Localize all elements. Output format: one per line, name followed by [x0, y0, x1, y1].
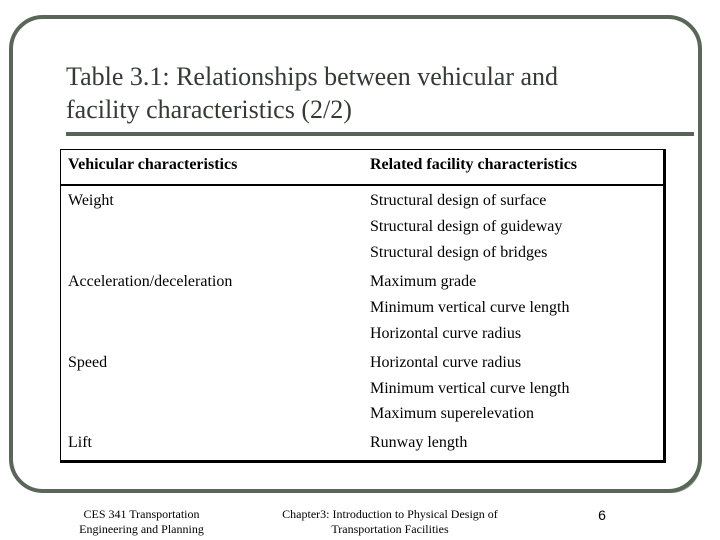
slide-title [66, 60, 666, 126]
footer-chapter-line-1: Chapter3: Introduction to Physical Design of [282, 507, 498, 521]
footer-course-line-1: CES 341 Transportation [83, 507, 200, 521]
footer-chapter [265, 507, 515, 537]
row-weight-vehicular: Weight [68, 192, 114, 209]
characteristics-table [60, 149, 666, 463]
footer-chapter-line-2: Transportation Facilities [331, 522, 449, 536]
table-header-row [61, 150, 663, 186]
row-accel-facility-1: Maximum grade [370, 273, 477, 290]
header-vehicular: Vehicular characteristics [68, 156, 238, 173]
footer-course [64, 507, 219, 537]
footer-course-line-2: Engineering and Planning [79, 522, 204, 536]
row-accel-facility-3: Horizontal curve radius [370, 325, 522, 342]
row-speed-facility-1: Horizontal curve radius [370, 354, 522, 371]
header-facility: Related facility characteristics [370, 156, 578, 173]
row-weight-facility-2: Structural design of guideway [370, 218, 563, 235]
row-weight-facility-3: Structural design of bridges [370, 244, 548, 261]
row-lift-vehicular: Lift [68, 434, 92, 451]
row-lift-facility-1: Runway length [370, 434, 468, 451]
row-speed-vehicular: Speed [68, 354, 108, 371]
title-underline [66, 132, 694, 136]
row-accel-facility-2: Minimum vertical curve length [370, 299, 570, 316]
slide-title-line-1: Table 3.1: Relationships between vehicular and [66, 62, 559, 91]
row-speed-facility-3: Maximum superelevation [370, 405, 534, 422]
slide-title-line-2: facility characteristics (2/2) [66, 95, 352, 124]
row-speed-facility-2: Minimum vertical curve length [370, 380, 570, 397]
row-weight-facility-1: Structural design of surface [370, 192, 547, 209]
row-accel-vehicular: Acceleration/deceleration [68, 273, 233, 290]
page-number: 6 [598, 507, 606, 523]
